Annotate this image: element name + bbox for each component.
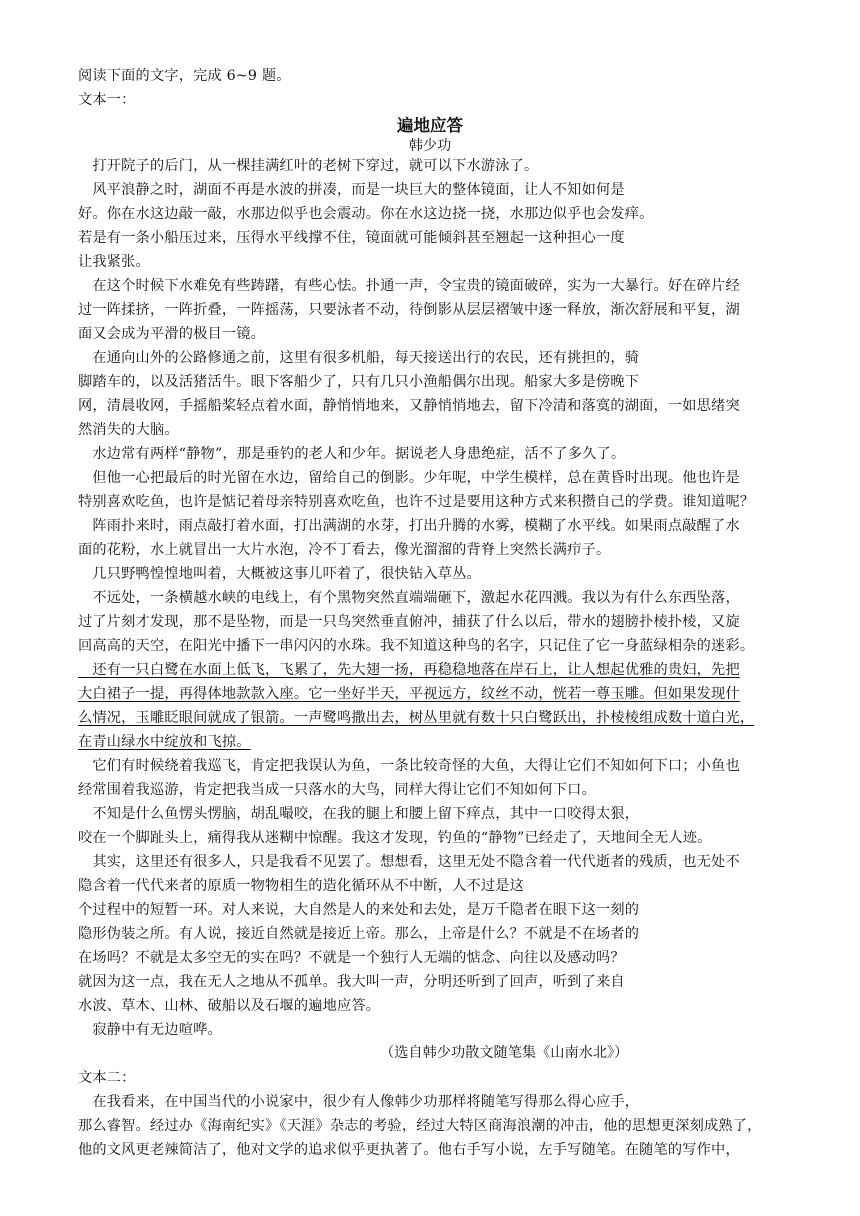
paragraph-line: 那么睿智。经过办《海南纪实》《天涯》杂志的考验，经过大特区商海浪潮的冲击，他的思想更深刻成熟了， [78,1118,762,1134]
paragraph-line: 咬在一个脚趾头上，痛得我从迷糊中惊醒。我这才发现，钓鱼的“静物”已经走了，天地间全无人迹。 [78,830,712,846]
paragraph-line: 面又会成为平滑的极目一镜。 [78,326,266,342]
paragraph-line: 回高高的天空，在阳光中播下一串闪闪的水珠。我不知道这种鸟的名字，只记住了它一身蓝绿相杂的迷彩。 [78,638,755,654]
paragraph-line: 打开院子的后门，从一棵挂满红叶的老树下穿过，就可以下水游泳了。 [78,158,539,174]
paragraph-line: 特别喜欢吃鱼，也许是惦记着母亲特别喜欢吃鱼，也许不过是要用这种方式来积攒自己的学费。谁知道呢？ [78,494,755,510]
paragraph-line: 隐形伪装之所。有人说，接近自然就是接近上帝。那么，上帝是什么？不就是不在场者的 [78,926,640,942]
underlined-line: 还有一只白鹭在水面上低飞，飞累了，先大翅一扬，再稳稳地落在岸石上，让人想起优雅的贵妇，先把 [78,662,740,678]
paragraph-line: 经常围着我巡游，肯定把我当成一只落水的大鸟，同样大得让它们不知如何下口。 [78,782,596,798]
paragraph-line: 个过程中的短暂一环。对人来说，大自然是人的来处和去处，是万千隐者在眼下这一刻的 [78,902,640,918]
paragraph-line: 寂静中有无边喧哗。 [78,1022,222,1038]
paragraph-line: 让我紧张。 [78,254,150,270]
paragraph-line: 在场吗？不就是太多空无的实在吗？不就是一个独行人无端的惦念、向往以及感动吗？ [78,950,625,966]
paragraph-line: 其实，这里还有很多人，只是我看不见罢了。想想看，这里无处不隐含着一代代逝者的残质，也无处不 [78,854,740,870]
paragraph-line: 几只野鸭惶惶地叫着，大概被这事儿吓着了，很快钻入草丛。 [78,566,481,582]
article-title: 遍地应答 [397,116,463,135]
paragraph-line: 网，清晨收网，手摇船桨轻点着水面，静悄悄地来，又静悄悄地去，留下冷清和落寞的湖面，一如思绪突 [78,398,740,414]
paragraph-line: 风平浪静之时，湖面不再是水波的拼凑，而是一块巨大的整体镜面，让人不知如何是 [78,182,625,198]
paragraph-line: 面的花粉，水上就冒出一大片水泡，冷不丁看去，像光溜溜的背脊上突然长满疖子。 [78,542,611,558]
paragraph-line: 它们有时候绕着我巡飞，肯定把我误认为鱼，一条比较奇怪的大鱼，大得让它们不知如何下口；小鱼也 [78,758,740,774]
text1-label: 文本一： [78,92,136,108]
paragraph-line: 就因为这一点，我在无人之地从不孤单。我大叫一声，分明还听到了回声，听到了来自 [78,974,625,990]
paragraph-line: 不知是什么鱼愣头愣脑，胡乱嘬咬，在我的腿上和腰上留下痒点，其中一口咬得太狠， [78,806,640,822]
paragraph-line: 然消失的大脑。 [78,422,179,438]
paragraph-line: 若是有一条小船压过来，压得水平线撑不住，镜面就可能倾斜甚至翘起一这种担心一度 [78,230,625,246]
paragraph-line: 脚踏车的，以及活猪活牛。眼下客船少了，只有几只小渔船偶尔出现。船家大多是傍晚下 [78,374,640,390]
paragraph-line: 水波、草木、山林、破船以及石堰的遍地应答。 [78,998,381,1014]
paragraph-line: 阵雨扑来时，雨点敲打着水面，打出满湖的水芽，打出升腾的水雾，模糊了水平线。如果雨点敲醒了水 [78,518,740,534]
paragraph-line: 他的文风更老辣简洁了，他对文学的追求似乎更执著了。他右手写小说，左手写随笔。在随笔的写作中， [78,1142,740,1158]
underlined-line: 么情况，玉雕眨眼间就成了银箭。一声鹭鸣撒出去，树丛里就有数十只白鹭跃出，扑棱棱组成数十道白光， [78,710,755,726]
underlined-line: 大白裙子一提，再得体地款款入座。它一坐好半天，平视远方，纹丝不动，恍若一尊玉雕。但如果发现什 [78,686,740,702]
paragraph-line: 但他一心把最后的时光留在水边，留给自己的倒影。少年呢，中学生模样，总在黄昏时出现。他也许是 [78,470,740,486]
paragraph-line: 在通向山外的公路修通之前，这里有很多机船，每天接送出行的农民，还有挑担的，骑 [78,350,640,366]
instruction: 阅读下面的文字，完成 6~9 题。 [78,68,291,84]
article-author: 韩少功 [408,138,452,154]
paragraph-line: 过一阵揉挤，一阵折叠，一阵摇荡，只要泳者不动，待倒影从层层褶皱中逐一释放，渐次舒展和平复，湖 [78,302,740,318]
underlined-line: 在青山绿水中绽放和飞掠。 [78,734,251,750]
paragraph-line: 好。你在水这边敲一敲，水那边似乎也会震动。你在水这边挠一挠，水那边似乎也会发痒。 [78,206,654,222]
source-citation: （选自韩少功散文随笔集《山南水北》） [380,1045,629,1061]
paragraph-line: 在我看来，在中国当代的小说家中，很少有人像韩少功那样将随笔写得那么得心应手， [78,1094,640,1110]
paragraph-line: 不远处，一条横越水峡的电线上，有个黑物突然直端端砸下，激起水花四溅。我以为有什么东西坠落， [78,590,740,606]
paragraph-line: 水边常有两样“静物”，那是垂钓的老人和少年。据说老人身患绝症，活不了多久了。 [78,446,626,462]
paragraph-line: 在这个时候下水难免有些踌躇，有些心怯。扑通一声，令宝贵的镜面破碎，实为一大暴行。好在碎片经 [78,278,740,294]
text2-label: 文本二： [78,1070,136,1086]
paragraph-line: 隐含着一代代来者的原质一物物相生的造化循环从不中断，人不过是这 [78,878,525,894]
paragraph-line: 过了片刻才发现，那不是坠物，而是一只鸟突然垂直俯冲，捕获了什么以后，带水的翅膀扑棱扑棱，又旋 [78,614,740,630]
